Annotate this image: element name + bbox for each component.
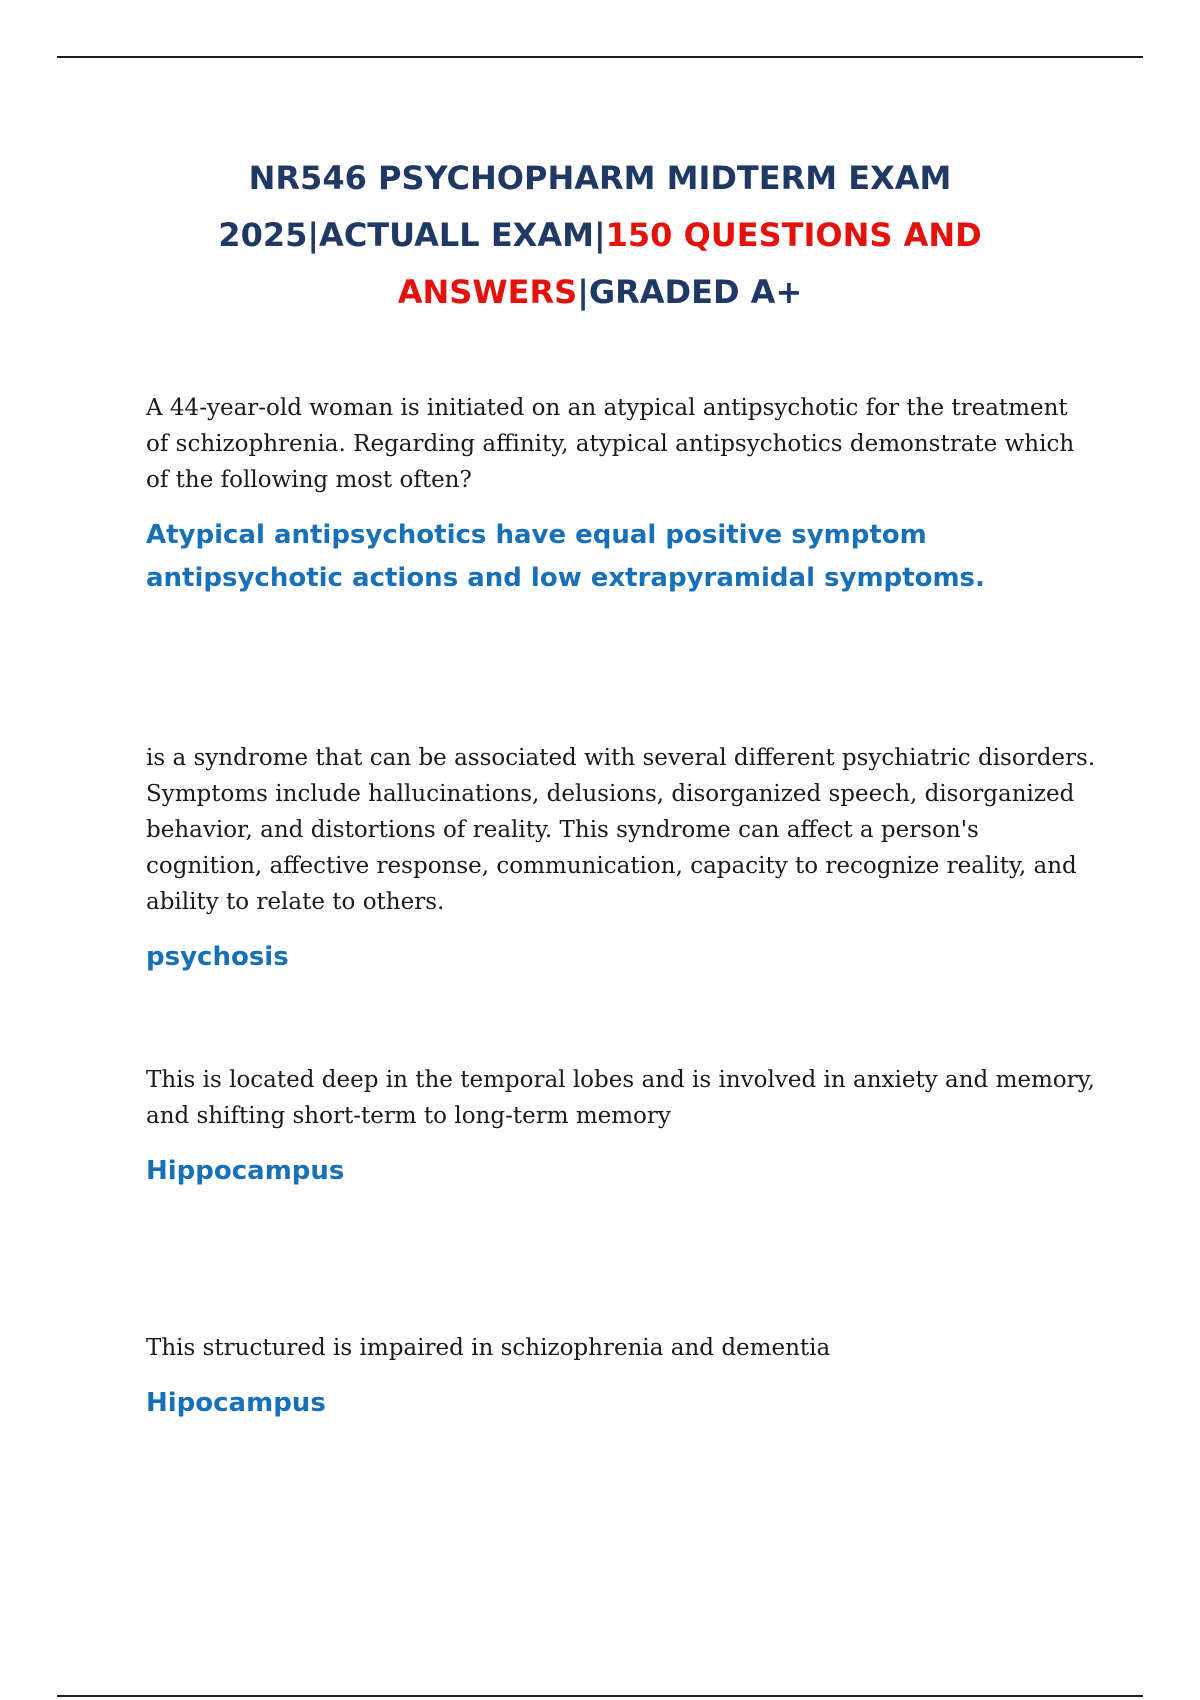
title-line-3-blue: |GRADED A+ <box>577 273 803 311</box>
qa-item <box>146 1330 1096 1425</box>
qa-item <box>146 740 1096 979</box>
document-title <box>150 150 1050 321</box>
question-text: is a syndrome that can be associated with several different psychiatric disorders. Symptoms include hallucinations, delusions, disorganized speech, disorganized behavior, and distortions of reality. This syndrome can affect a person's cognition, affective response, communication, capacity to recognize reality, and ability to relate to others. <box>146 745 1096 915</box>
question-text: A 44-year-old woman is initiated on an atypical antipsychotic for the treatment of schizophrenia. Regarding affinity, atypical antipsychotics demonstrate which of the following most often? <box>146 395 1075 493</box>
question-text: This structured is impaired in schizophrenia and dementia <box>146 1335 831 1361</box>
answer-text: Atypical antipsychotics have equal positive symptom antipsychotic actions and low extrapyramidal symptoms. <box>146 520 985 593</box>
title-line-3-red: ANSWERS <box>397 273 578 311</box>
qa-item <box>146 1062 1096 1193</box>
title-line-2-blue: 2025|ACTUALL EXAM| <box>218 216 606 254</box>
top-rule <box>57 56 1143 58</box>
answer-text: Hipocampus <box>146 1388 326 1418</box>
bottom-rule <box>57 1695 1143 1697</box>
question-text: This is located deep in the temporal lobes and is involved in anxiety and memory, and shifting short-term to long-term memory <box>146 1067 1095 1129</box>
qa-item <box>146 390 1096 600</box>
answer-text: Hippocampus <box>146 1156 345 1186</box>
title-line-1: NR546 PSYCHOPHARM MIDTERM EXAM <box>248 159 952 197</box>
answer-text: psychosis <box>146 942 289 972</box>
title-line-2-red: 150 QUESTIONS AND <box>605 216 982 254</box>
